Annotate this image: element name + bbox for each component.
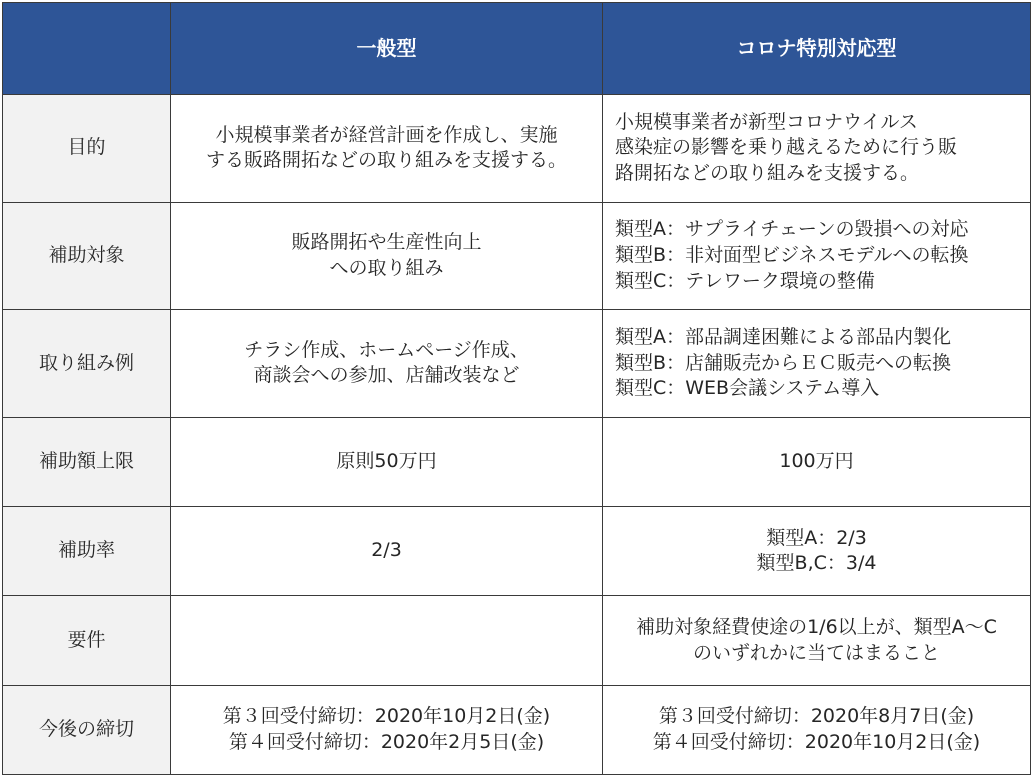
cell-line: する販路開拓などの取り組みを支援する。 (205, 149, 567, 172)
row-label: 今後の締切 (3, 685, 171, 774)
corner-cell (3, 3, 171, 95)
general-cell (171, 596, 603, 685)
cell-line: 類型B：店舗販売からＥＣ販売への転換 (615, 351, 952, 374)
table-row-rate (3, 507, 1031, 596)
cell-line: のいずれかに当てはまること (692, 641, 940, 664)
table-row-deadlines (3, 685, 1031, 774)
cell-line: 2/3 (371, 539, 402, 562)
cell-line: 類型A：サプライチェーンの毀損への対応 (615, 218, 969, 241)
general-cell (171, 507, 603, 596)
cell-line: 第３回受付締切：2020年8月7日(金) (658, 705, 975, 728)
cell-line: 路開拓などの取り組みを支援する。 (615, 162, 920, 185)
cell-line: チラシ作成、ホームページ作成、 (244, 338, 529, 361)
corona-cell (603, 95, 1031, 203)
cell-line: 小規模事業者が新型コロナウイルス (615, 110, 918, 133)
cell-line: 類型A：2/3 (766, 526, 867, 549)
cell-line: 類型C：WEB会議システム導入 (615, 377, 880, 400)
cell-line: 類型B,C：3/4 (756, 552, 877, 575)
cell-line: 原則50万円 (336, 450, 437, 473)
cell-line: 100万円 (779, 450, 854, 473)
corona-cell (603, 596, 1031, 685)
general-cell (171, 202, 603, 310)
table-row-requirements (3, 596, 1031, 685)
row-label: 補助率 (3, 507, 171, 596)
column-header-corona: コロナ特別対応型 (603, 3, 1031, 95)
corona-cell (603, 310, 1031, 418)
cell-line: 類型B：非対面型ビジネスモデルへの転換 (615, 244, 969, 267)
table-row-purpose (3, 95, 1031, 203)
general-cell (171, 310, 603, 418)
cell-line: 感染症の影響を乗り越えるために行う販 (615, 136, 958, 159)
corona-cell (603, 685, 1031, 774)
row-label: 要件 (3, 596, 171, 685)
general-cell (171, 417, 603, 506)
row-label: 目的 (3, 95, 171, 203)
cell-line: 第３回受付締切：2020年10月2日(金) (222, 705, 551, 728)
cell-line: 商談会への参加、店舗改装など (253, 364, 520, 387)
row-label: 補助額上限 (3, 417, 171, 506)
comparison-table (2, 2, 1031, 775)
header-row (3, 3, 1031, 95)
table-row-examples (3, 310, 1031, 418)
cell-line: 類型A：部品調達困難による部品内製化 (615, 325, 951, 348)
cell-line: 第４回受付締切：2020年2月5日(金) (228, 730, 545, 753)
corona-cell (603, 202, 1031, 310)
corona-cell (603, 507, 1031, 596)
row-label: 補助対象 (3, 202, 171, 310)
row-label: 取り組み例 (3, 310, 171, 418)
cell-line: 補助対象経費使途の1/6以上が、類型A〜C (636, 615, 997, 638)
table-row-max-amount (3, 417, 1031, 506)
cell-line: への取り組み (329, 256, 444, 279)
cell-line: 販路開拓や生産性向上 (291, 231, 482, 254)
cell-line: 第４回受付締切：2020年10月2日(金) (652, 730, 981, 753)
general-cell (171, 685, 603, 774)
cell-line: 類型C：テレワーク環境の整備 (615, 269, 875, 292)
corona-cell (603, 417, 1031, 506)
table-row-target (3, 202, 1031, 310)
cell-line: 小規模事業者が経営計画を作成し、実施 (215, 123, 558, 146)
column-header-general: 一般型 (171, 3, 603, 95)
general-cell (171, 95, 603, 203)
